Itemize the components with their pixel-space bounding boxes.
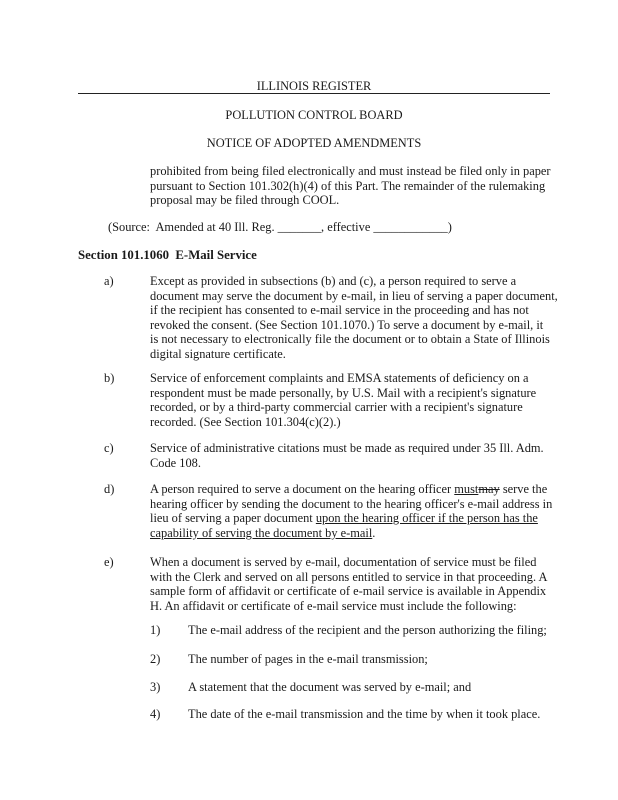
text-line: document may serve the document by e-mail, in lieu of serving a paper document, — [150, 288, 558, 303]
item-label-3: 3) — [150, 680, 161, 694]
header-rule — [78, 93, 550, 94]
subsection-a — [150, 274, 558, 362]
text-run: . — [372, 525, 376, 540]
text-line: recorded, or by a third-party commercial carrier with a recipient's signature — [150, 400, 523, 415]
source-note: (Source: Amended at 40 Ill. Reg. _______, effective ____________) — [108, 220, 452, 234]
text-line: pursuant to Section 101.302(h)(4) of this Part. The remainder of the rulemaking — [150, 178, 546, 193]
text-line: sample form of affidavit or certificate of e-mail service is available in Appendix — [150, 584, 547, 599]
text-line: Code 108. — [150, 455, 201, 470]
text-line: Service of administrative citations must be made as required under 35 Ill. Adm. — [150, 441, 544, 455]
item-text-1: The e-mail address of the recipient and the person authorizing the filing; — [188, 623, 547, 637]
section-heading: Section 101.1060 E-Mail Service — [78, 248, 257, 262]
subsection-label-e: e) — [104, 555, 114, 569]
text-line: with the Clerk and served on all persons entitled to service in that proceeding. A — [150, 569, 548, 584]
subsection-c — [150, 441, 544, 470]
register-title: ILLINOIS REGISTER — [256, 79, 372, 93]
inserted-text: capability of serving the document by e-mail — [150, 525, 373, 540]
inserted-text: must — [454, 482, 479, 496]
notice-title: NOTICE OF ADOPTED AMENDMENTS — [206, 136, 422, 150]
text-line: prohibited from being filed electronically and must instead be filed only in paper — [150, 164, 551, 178]
subsection-b — [150, 371, 536, 429]
text-line: digital signature certificate. — [150, 346, 286, 361]
text-line: proposal may be filed through COOL. — [150, 193, 340, 208]
text-line — [150, 511, 552, 526]
text-line: hearing officer by sending the document to the hearing officer's e-mail address in — [150, 496, 553, 511]
text-line: H. An affidavit or certificate of e-mail service must include the following: — [150, 598, 517, 613]
text-run: A person required to serve a document on the hearing officer — [150, 482, 455, 496]
text-line: Service of enforcement complaints and EMSA statements of deficiency on a — [150, 371, 529, 385]
text-line: respondent must be made personally, by U.S. Mail with a recipient's signature — [150, 385, 537, 400]
text-line: is not necessary to electronically file the document or to obtain a State of Illinois — [150, 332, 550, 347]
item-label-4: 4) — [150, 707, 161, 721]
item-text-3: A statement that the document was served by e-mail; and — [188, 680, 472, 694]
deleted-text: may — [478, 482, 500, 496]
text-line: Except as provided in subsections (b) and (c), a person required to serve a — [150, 274, 517, 288]
text-line: recorded. (See Section 101.304(c)(2).) — [150, 414, 341, 429]
text-run: lieu of serving a paper document — [150, 511, 316, 526]
item-label-1: 1) — [150, 623, 161, 637]
agency-title: POLLUTION CONTROL BOARD — [225, 108, 403, 122]
continuation-paragraph — [150, 164, 551, 208]
subsection-label-c: c) — [104, 441, 114, 455]
item-label-2: 2) — [150, 652, 161, 666]
text-line — [150, 482, 552, 497]
text-line — [150, 526, 552, 541]
inserted-text: upon the hearing officer if the person has the — [315, 511, 538, 526]
subsection-label-b: b) — [104, 371, 115, 385]
text-line: if the recipient has consented to e-mail service in the proceeding and has not — [150, 303, 529, 318]
subsection-d — [150, 482, 552, 540]
subsection-e — [150, 555, 547, 613]
subsection-label-d: d) — [104, 482, 115, 496]
item-text-4: The date of the e-mail transmission and the time by when it took place. — [188, 707, 541, 721]
subsection-label-a: a) — [104, 274, 114, 288]
text-line: When a document is served by e-mail, documentation of service must be filed — [150, 555, 537, 569]
text-line: revoked the consent. (See Section 101.1070.) To serve a document by e-mail, it — [150, 317, 544, 332]
item-text-2: The number of pages in the e-mail transmission; — [188, 652, 428, 666]
text-run: serve the — [499, 482, 548, 496]
